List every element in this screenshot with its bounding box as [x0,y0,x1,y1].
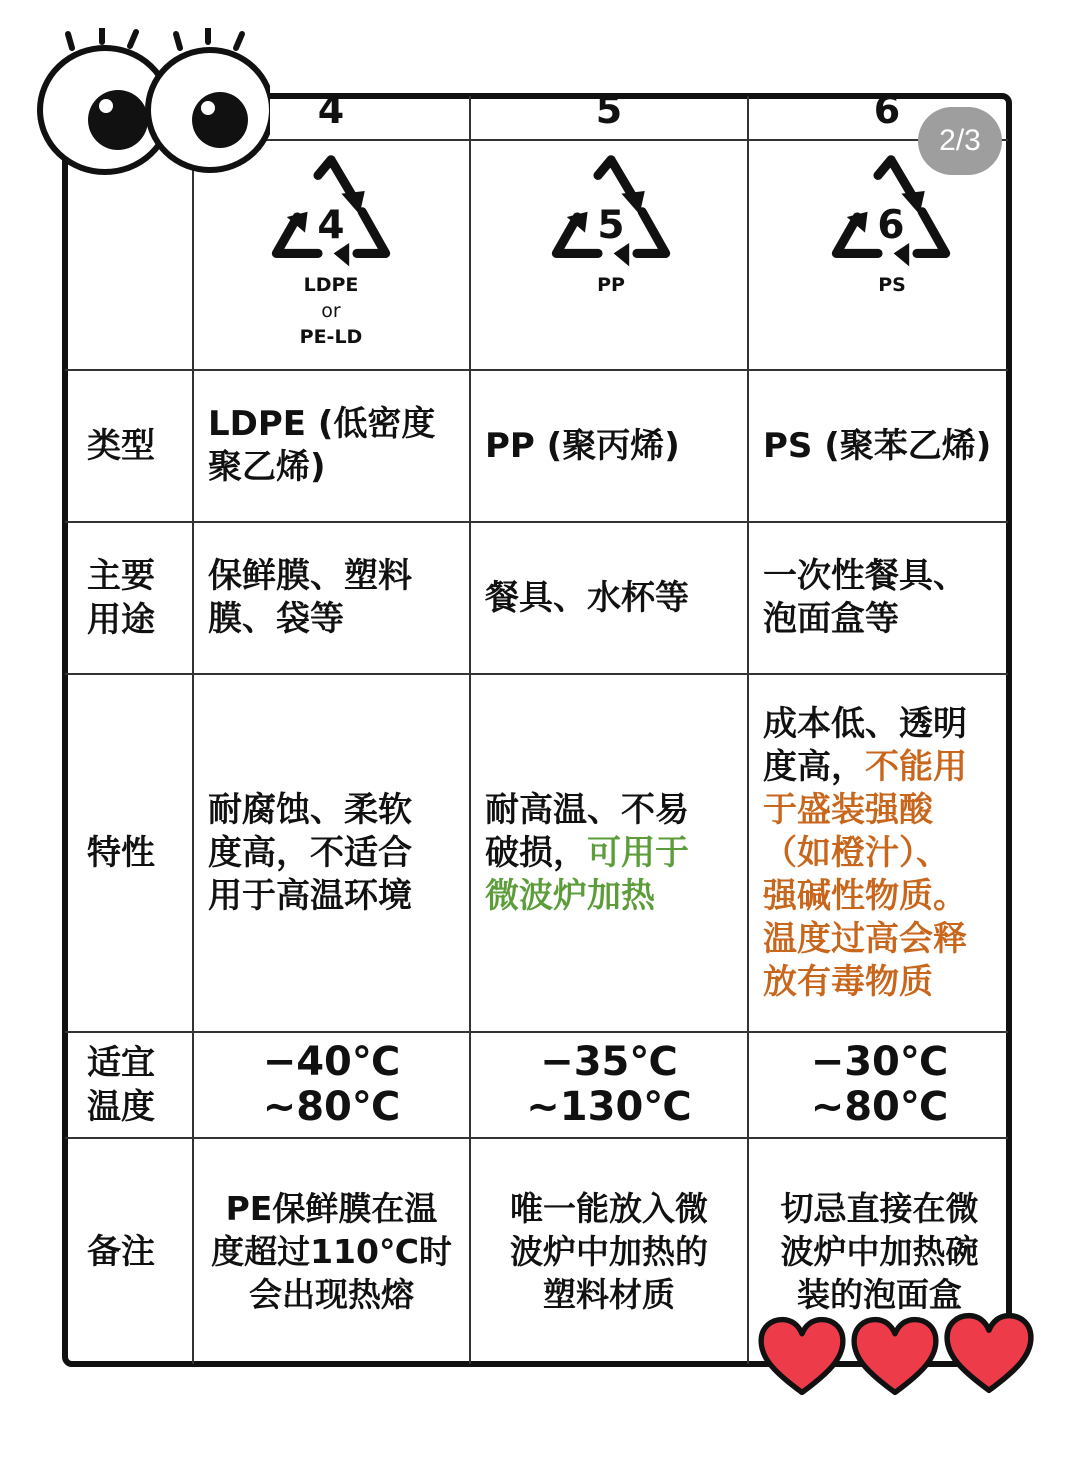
highlight-green: 微波炉加热 [485,875,655,916]
highlight-orange: 放有毒物质 [763,961,933,1002]
heart-icon [943,1312,1035,1394]
row-divider [192,139,1008,141]
usage-cell: 保鲜膜、塑料 膜、袋等 [208,556,412,639]
eyes-doodle-icon [30,28,270,178]
recycle-icon [266,152,396,282]
properties-cell: 耐腐蚀、柔软 度高，不适合 用于高温环境 [208,789,412,916]
column-number: 4 [317,88,345,132]
highlight-orange: 温度过高会释 [763,918,967,959]
temperature-cell: −30℃ ~80℃ [810,1039,949,1130]
recycle-code: 4 [317,202,345,248]
highlight-orange: 于盛装强酸 [763,789,933,830]
type-cell: LDPE (低密度 聚乙烯) [208,404,436,487]
properties-cell: 耐高温、不易 破损，可用于 微波炉加热 [485,789,689,916]
resin-abbreviation: LDPE or PE-LD [299,274,363,348]
notes-cell: 唯一能放入微 波炉中加热的 塑料材质 [510,1189,708,1314]
highlight-green: 可用于 [587,832,689,873]
recycle-code: 5 [597,202,625,248]
row-label-notes: 备注 [87,1231,155,1272]
type-cell: PP (聚丙烯) [485,425,680,466]
recycle-icon [546,152,676,282]
notes-cell: 切忌直接在微 波炉中加热碗 装的泡面盒 [780,1189,979,1314]
highlight-orange: 强碱性物质。 [763,875,967,916]
row-label-usage: 主要 用途 [87,556,155,640]
highlight-orange: 不能用 [865,746,967,787]
usage-cell: 一次性餐具、 泡面盒等 [763,556,967,639]
heart-icon [757,1316,847,1396]
row-label-properties: 特性 [87,833,155,873]
type-cell: PS (聚苯乙烯) [763,425,992,466]
usage-cell: 餐具、水杯等 [485,577,689,618]
column-number: 5 [595,88,623,132]
properties-cell: 成本低、透明 度高，不能用 于盛装强酸 （如橙汁）、 强碱性物质。 温度过高会释 放有毒物质 [763,703,967,1002]
row-label-type: 类型 [87,426,155,466]
temperature-cell: −35℃ ~130℃ [526,1039,692,1130]
page-indicator-badge: 2/3 [918,107,1002,175]
notes-cell: PE保鲜膜在温 度超过110℃时 会出现热熔 [211,1189,452,1314]
resin-abbreviation: PS [878,274,906,296]
highlight-orange: （如橙汁）、 [763,832,950,873]
row-label-temperature: 适宜 温度 [87,1043,155,1127]
column-number: 6 [873,88,901,132]
recycle-code: 6 [877,202,905,248]
heart-icon [850,1316,940,1396]
temperature-cell: −40℃ ~80℃ [262,1039,401,1130]
resin-abbreviation: PP [597,274,625,296]
